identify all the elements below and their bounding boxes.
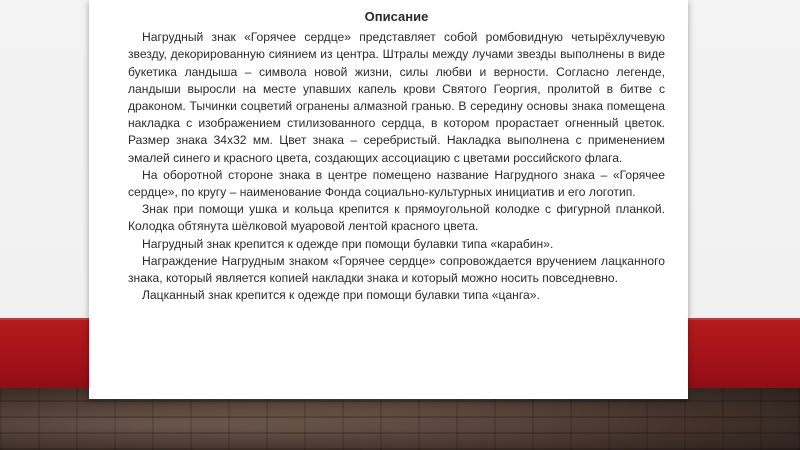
document-page (89, 0, 688, 399)
paragraph-description: Нагрудный знак «Горячее сердце» представляет собой ромбовидную четырёхлучевую звезду, декорированную сиянием из центра. Штралы между лучами звезды выполнены в виде букетика ландыша – символа новой жизни, силы любви и верности. Согласно легенде, ландыши выросли на месте упавших капель крови Святого Георгия, пролитой в битве с драконом. Тычинки соцветий огранены алмазной гранью. В середину основы знака помещена накладка с изображением стилизованного сердца, в котором прорастает огненный цветок. Размер знака 34х32 мм. Цвет знака – серебристый. Накладка выполнена с применением эмалей синего и красного цвета, создающих ассоциацию с цветами российского флага. (128, 30, 665, 165)
document-body (128, 8, 665, 304)
paragraph-lapel-award: Награждение Нагрудным знаком «Горячее сердце» сопровождается вручением лацканного знака, который является копией накладки знака и который можно носить повседневно. (128, 253, 665, 286)
paragraph-attachment: Знак при помощи ушка и кольца крепится к прямоугольной колодке с фигурной планкой. Колодка обтянута шёлковой муаровой лентой красного цвета. (128, 202, 665, 234)
paragraph-reverse-side: На оборотной стороне знака в центре помещено название Нагрудного знака – «Горячее сердце», по кругу – наименование Фонда социально-культурных инициатив и его логотип. (128, 167, 665, 200)
document-title: Описание (364, 9, 429, 24)
paragraph-carabiner: Нагрудный знак крепится к одежде при помощи булавки типа «карабин». (142, 236, 554, 251)
paragraph-lapel-pin: Лацканный знак крепится к одежде при помощи булавки типа «цанга». (142, 288, 540, 303)
